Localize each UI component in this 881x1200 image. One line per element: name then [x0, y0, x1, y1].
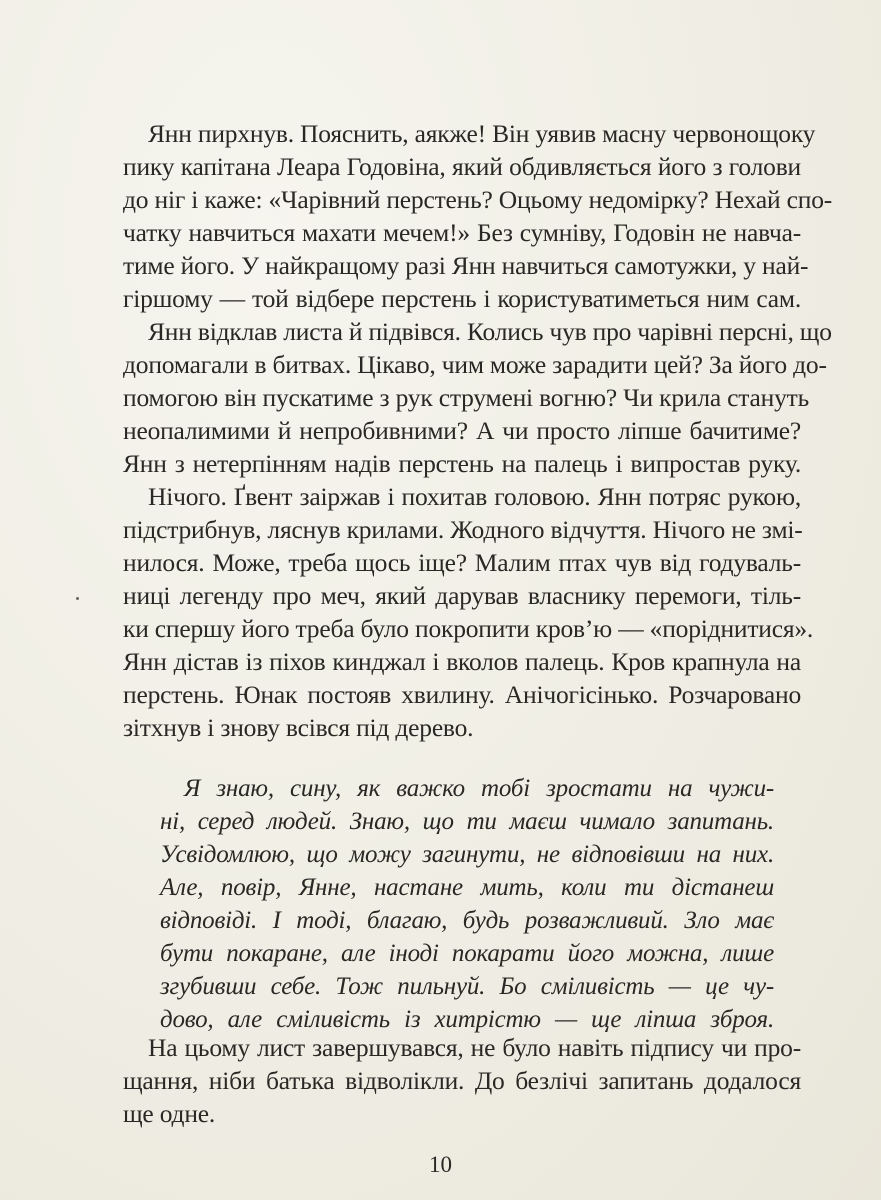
- letter-line: ні, серед людей. Знаю, що ти маєш чимало запитань.: [160, 808, 774, 835]
- page-number: 10: [429, 1152, 452, 1177]
- text-line: Нічого. Ґвент заіржав і похитав головою. Янн потряс рукою,: [148, 482, 801, 511]
- text-line: пику капітана Леара Годовіна, який обдивляється його з голови: [123, 152, 801, 181]
- text-line: ще одне.: [123, 1099, 216, 1128]
- text-line: допомагали в битвах. Цікаво, чим може зарадити цей? За його до-: [123, 350, 827, 379]
- text-line: зітхнув і знову всівся під дерево.: [123, 713, 474, 742]
- text-line: Янн відклав листа й підвівся. Колись чув про чарівні персні, що: [148, 317, 832, 346]
- letter-line: Я знаю, сину, як важко тобі зростати на чужи-: [184, 775, 774, 802]
- letter-line: Але, повір, Янне, настане мить, коли ти дістанеш: [160, 874, 774, 901]
- letter-line: згубивши себе. Тож пильнуй. Бо сміливість — це чу-: [160, 973, 774, 1000]
- text-line: Янн з нетерпінням надів перстень на палець і випростав руку.: [123, 449, 801, 478]
- letter-line: відповіді. І тоді, благаю, будь розважливий. Зло має: [160, 907, 774, 934]
- text-line: щання, ніби батька відволікли. До безлічі запитань додалося: [123, 1066, 801, 1095]
- text-line: гіршому — той відбере перстень і користуватиметься ним сам.: [123, 284, 801, 313]
- paper-speck: [76, 597, 79, 600]
- text-line: перстень. Юнак постояв хвилину. Анічогісінько. Розчаровано: [123, 680, 801, 709]
- text-line: помогою він пускатиме з рук струмені вогню? Чи крила стануть: [123, 383, 810, 412]
- text-line: чатку навчиться махати мечем!» Без сумніву, Годовін не навча-: [123, 218, 801, 247]
- text-line: ки спершу його треба було покропити кров’ю — «поріднитися».: [123, 614, 814, 643]
- text-line: ниці легенду про меч, який дарував власнику перемоги, тіль-: [123, 581, 801, 610]
- letter-line: дово, але сміливість із хитрістю — ще ліпша зброя.: [160, 1006, 774, 1033]
- text-line: нилося. Може, треба щось іще? Малим птах чув від годуваль-: [123, 548, 801, 577]
- letter-line: бути покаране, але іноді покарати його можна, лише: [160, 940, 774, 967]
- text-line: неопалимими й непробивними? А чи просто ліпше бачитиме?: [123, 416, 801, 445]
- text-line: підстрибнув, ляснув крилами. Жодного відчуття. Нічого не змі-: [123, 515, 803, 544]
- text-line: тиме його. У найкращому разі Янн навчиться самотужки, у най-: [123, 251, 809, 280]
- text-line: Янн пирхнув. Пояснить, аякже! Він уявив масну червонощоку: [148, 119, 816, 148]
- text-line: На цьому лист завершувався, не було навіть підпису чи про-: [148, 1033, 801, 1062]
- text-line: до ніг і каже: «Чарівний перстень? Оцьому недомірку? Нехай спо-: [123, 185, 833, 214]
- text-line: Янн дістав із піхов кинджал і вколов палець. Кров крапнула на: [123, 647, 801, 676]
- letter-line: Усвідомлюю, що можу загинути, не відповівши на них.: [160, 841, 774, 868]
